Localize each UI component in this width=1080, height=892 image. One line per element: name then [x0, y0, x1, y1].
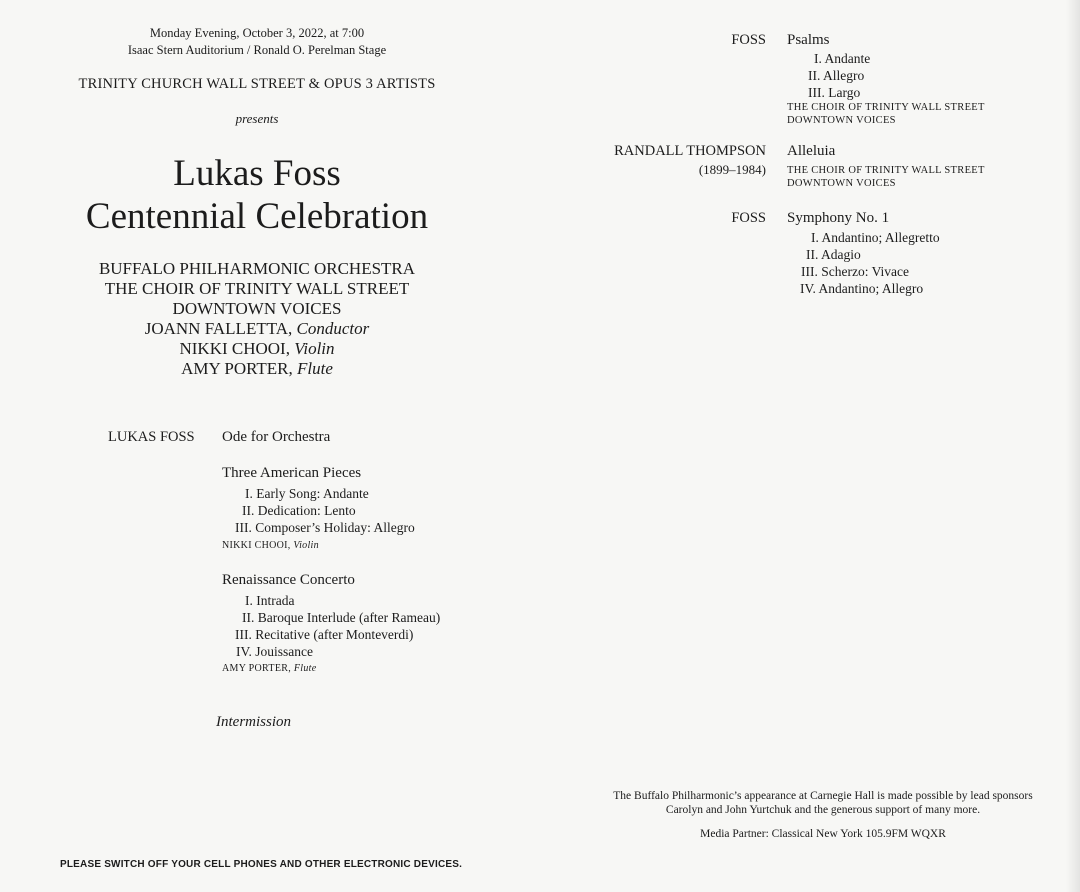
work-title: Psalms — [787, 32, 830, 48]
presenters-line: TRINITY CHURCH WALL STREET & OPUS 3 ARTISTS — [78, 76, 436, 92]
performer-role: Flute — [297, 359, 333, 378]
ensemble-credits — [787, 164, 985, 190]
movement: II. Dedication: Lento — [242, 503, 356, 518]
soloist-role: Violin — [293, 540, 319, 551]
work-title: Ode for Orchestra — [222, 429, 331, 445]
movement: IV. Andantino; Allegro — [800, 281, 924, 296]
venue-line: Isaac Stern Auditorium / Ronald O. Perelman Stage — [127, 43, 387, 57]
media-partner: Media Partner: Classical New York 105.9FM WQXR — [700, 828, 946, 840]
movement: I. Andantino; Allegretto — [811, 230, 940, 245]
event-date-line: Monday Evening, October 3, 2022, at 7:00 — [149, 26, 365, 40]
movement: II. Allegro — [808, 68, 865, 83]
movement-list — [808, 50, 870, 101]
movement: III. Composer’s Holiday: Allegro — [235, 520, 415, 535]
movement: III. Scherzo: Vivace — [801, 264, 910, 279]
composer-name: RANDALL THOMPSON — [614, 143, 766, 159]
concert-title-line1: Lukas Foss — [173, 153, 341, 194]
work-title: Three American Pieces — [222, 465, 362, 481]
ensemble-name: THE CHOIR OF TRINITY WALL STREET — [787, 165, 985, 176]
composer-dates: (1899–1984) — [698, 162, 766, 177]
performer: BUFFALO PHILHARMONIC ORCHESTRA — [98, 259, 416, 278]
work-title: Symphony No. 1 — [787, 210, 890, 226]
movement: III. Largo — [808, 85, 861, 100]
intermission-label: Intermission — [216, 714, 291, 730]
ensemble-name: DOWNTOWN VOICES — [787, 178, 896, 189]
movement-list — [800, 229, 940, 297]
soloist-credit: AMY PORTER, Flute — [222, 663, 317, 674]
performer-role: Violin — [294, 339, 335, 358]
movement-list — [233, 485, 415, 536]
ensemble-credits — [787, 101, 985, 127]
sponsor-line: The Buffalo Philharmonic’s appearance at Carnegie Hall is made possible by lead sponsors — [613, 790, 1033, 802]
performers-list — [57, 259, 457, 379]
page-edge-shadow — [1066, 0, 1080, 892]
performer: THE CHOIR OF TRINITY WALL STREET — [104, 279, 410, 298]
performer: NIKKI CHOOI, Violin — [179, 339, 335, 358]
composer-name: FOSS — [731, 32, 766, 48]
soloist-role: Flute — [293, 663, 317, 674]
ensemble-name: DOWNTOWN VOICES — [787, 115, 896, 126]
ensemble-name: THE CHOIR OF TRINITY WALL STREET — [787, 102, 985, 113]
movement: I. Intrada — [245, 593, 295, 608]
composer-name: LUKAS FOSS — [108, 429, 195, 445]
presents-label: presents — [235, 111, 279, 126]
movement: II. Adagio — [806, 247, 861, 262]
devices-notice: PLEASE SWITCH OFF YOUR CELL PHONES AND OTHER ELECTRONIC DEVICES. — [60, 859, 463, 870]
movement: I. Andante — [814, 51, 871, 66]
movement: I. Early Song: Andante — [245, 486, 369, 501]
work-title: Alleluia — [787, 143, 836, 159]
performer: DOWNTOWN VOICES — [172, 299, 342, 318]
work-title: Renaissance Concerto — [222, 572, 355, 588]
composer-name: FOSS — [731, 210, 766, 226]
performer-role: Conductor — [296, 319, 370, 338]
movement: IV. Jouissance — [236, 644, 313, 659]
performer: AMY PORTER, Flute — [181, 359, 333, 378]
sponsor-line: Carolyn and John Yurtchuk and the generous support of many more. — [665, 804, 981, 816]
movement: II. Baroque Interlude (after Rameau) — [242, 610, 441, 625]
concert-title-line2: Centennial Celebration — [85, 196, 429, 237]
performer: JOANN FALLETTA, Conductor — [144, 319, 370, 338]
movement-list — [233, 592, 440, 660]
soloist-credit: NIKKI CHOOI, Violin — [222, 540, 319, 551]
movement: III. Recitative (after Monteverdi) — [235, 627, 414, 642]
sponsor-credit — [580, 789, 1066, 817]
